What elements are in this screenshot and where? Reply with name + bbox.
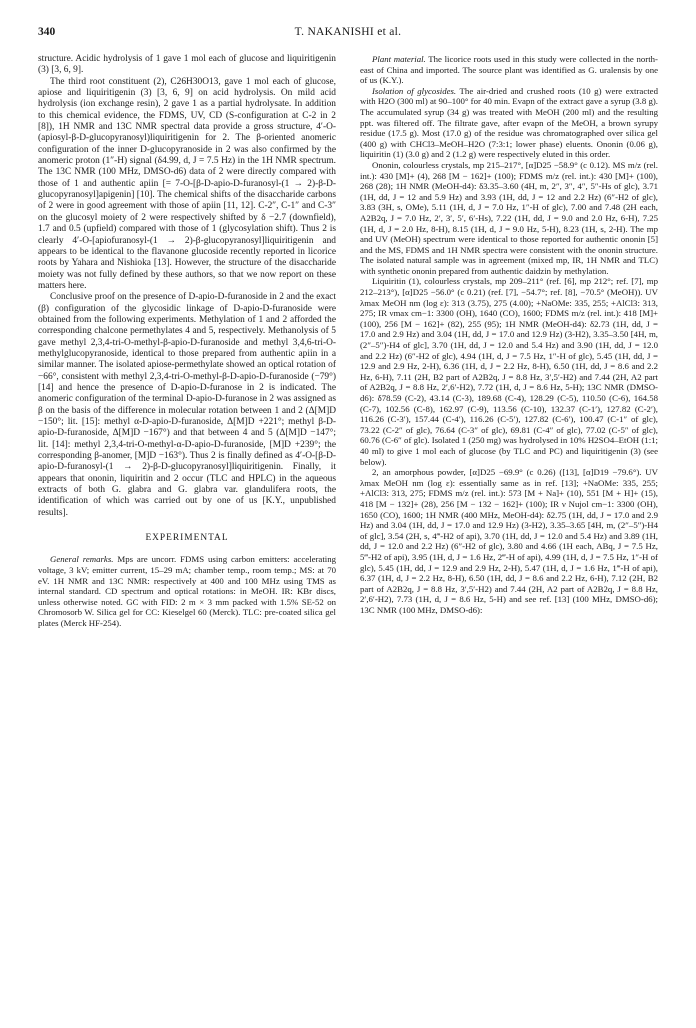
body-paragraph: The third root constituent (2), C26H30O13, gave 1 mol each of glucose, apiose and liquiritigenin (3) [3, 6, 9] on acid hydrolysis. On mild acid hydrolysis (ion exchange resin), 2 gave 1 as a partial hydrolysate. In addition to this chemical evidence, the FDMS, UV, CD (S-configuration at C-2 in 2 [8]), 1H NMR and 13C NMR spectral data provide a gross structure, 4′-O-(apiosyl-β-D-glucopyranosyl)liquiritigenin for 2. The β-oriented anomeric configuration of the inner D-glucopyranoside in 2 was also confirmed by the anomeric proton (1″-H) signal (δ4.99, d, J = 7.5 Hz) in the 1H NMR spectrum. The 13C NMR (100 MHz, DMSO-d6) data of 2 were directly compared with those of 1 and authentic apiin [= 7-O-[β-D-apio-D-furanosyl-(1 → 2)-β-D-glucopyranosyl]apigenin] [10]. The chemical shifts of the disaccharide carbons of 2 were in good agreement with those of apiin [11, 12]. C-2″, C-1″ and C-3″ on the glucosyl moiety of 2 were respectively shifted by δ −2.7 (downfield), 1.7 and 0.5 (upfield) compared with those of 1 (glycosylation shift). Thus 2 is clearly 4′-O-[apiofuranosyl-(1 → 2)-β-glucopyranosyl]liquiritigenin and appears to be identical to the flavanone glucoside recently reported in licorice roots by Yahara and Nishioka [13]. However, the structure of the disaccharide moiety was not fully defined by these authors, so that we now report on these matters here.: [38, 76, 336, 291]
experimental-general: [38, 554, 336, 628]
body-paragraph: Liquiritin (1), colourless crystals, mp 209–211° (ref. [6], mp 212°; ref. [7], mp 212–213°), [α]D25 −56.0° (c 0.21) (ref. [7], −54.7°; ref. [8], −70.5° (MeOH)). UV λmax MeOH nm (log ε): 313 (3.75), 275 (4.00); +NaOMe: 335, 255; +AlCl3: 313, 275; IR νmax cm−1: 3300 (OH), 1640 (CO), 1600; FDMS m/z (rel. int.): 418 [M]+ (100), 256 [M − 162]+ (82), 255 (95); 1H NMR (MeOH-d4): δ2.73 (1H, dd, J = 17.0 and 2.9 Hz) and 3.04 (1H, dd, J = 17.0 and 12.9 Hz) (3-H2), 3.35–3.50 [4H, m, (2″–5″)-H4 of glc], 3.70 (1H, dd, J = 12.0 and 5.4 Hz) and 3.90 (1H, dd, J = 12.0 and 2.2 Hz) (6″-H2 of glc), 4.94 (1H, d, J = 7.5 Hz, 1″-H of glc), 5.45 (1H, dd, J = 12.9 and 2.9 Hz, 2-H), 6.36 (1H, d, J = 2.2 Hz, 8-H), 6.50 (1H, dd, J = 8.6 and 2.2 Hz, 6-H), 7.11 (2H, B2 part of A2B2q, J = 8.8 Hz, 3′,5′-H2) and 7.44 (2H, A2 part of A2B2q, J = 8.8 Hz, 2′,6′-H2), 7.72 (1H, d, J = 8.6 Hz, 5-H); 13C NMR (DMSO-d6): δ78.59 (C-2), 43.14 (C-3), 189.68 (C-4), 128.29 (C-5), 110.50 (C-6), 164.58 (C-7), 102.56 (C-8), 162.97 (C-9), 113.56 (C-10), 132.37 (C-1′), 127.82 (C-2′), 116.26 (C-3′), 157.44 (C-4′), 116.26 (C-5′), 127.82 (C-6′), 100.47 (C-1″ of glc), 73.22 (C-2″ of glc), 76.64 (C-3″ of glc), 69.81 (C-4″ of glc), 77.02 (C-5″ of glc), 60.76 (C-6″ of glc). Isolated 1 (250 mg) was hydrolysed in 10% H2SO4–EtOH (1:1; 40 ml) to give 1 mol each of glucose (by TLC and PC) and liquiritigenin (3) (see below).: [360, 276, 658, 467]
paragraph-text: The air-dried and crushed roots (10 g) were extracted with H2O (300 ml) at 90–100° for 40 min. Evapn of the extract gave a syrup (3.8 g). The accumulated syrup (34 g) was treated with MeOH (200 ml) and the resulting ppt. was filtered off. The filtrate gave, after evapn of the MeOH, a brown syrupy residue (17.5 g). Most (17.0 g) of the residue was chromatographed over silica gel (400 g) with CHCl3–MeOH–H2O (7:3:1; lower phase) eluents. Ononin (0.06 g), liquiritin (1) (3.0 g) and 2 (1.2 g) were respectively eluted in this order.: [360, 85, 658, 160]
experimental-text: Mps are uncorr. FDMS using carbon emitters: accelerating voltage, 3 kV; emitter current, 15–29 mA; chamber temp., room temp.; MS: at 70 eV. 1H NMR and 13C NMR: respectively at 400 and 100 MHz using TMS as internal standard. CD spectrum and optical rotations: in MeOH. IR: KBr discs, unless otherwise noted. GC with FID: 2 m × 3 mm packed with 1.5% SE-52 on Chromosorb W. Silica gel for CC: Kieselgel 60 (Merck). TLC: pre-coated silica gel plates (Merck HF-254).: [38, 554, 337, 628]
body-paragraph: [360, 54, 658, 86]
running-title: T. NAKANISHI et al.: [294, 26, 402, 38]
run-in-heading: Plant material.: [372, 54, 426, 64]
run-in-heading: General remarks.: [50, 554, 114, 565]
run-in-heading: Isolation of glycosides.: [372, 85, 457, 96]
left-column: [38, 54, 336, 629]
right-column: [360, 54, 658, 615]
body-paragraph: Conclusive proof on the presence of D-apio-D-furanoside in 2 and the exact (β) configuration of the glycosidic linkage of D-apio-D-furanoside were obtained from the following experiments. Methylation of 1 and 2 afforded the corresponding chalcone permethylates 4 and 5, respectively. Methanolysis of 5 gave methyl 2,3,4-tri-O-methyl-β-apio-D-furanoside and methyl 3,4,6-tri-O-methylglucopyranoside, identical to those prepared from authentic apiin in a similar manner. The isolated apiose-permethylate showed an optical rotation of −66°, consistent with methyl 2,3,4-tri-O-methyl-β-D-apio-D-furanoside (−79°) [14] and hence the presence of D-apio-D-furanose in 2 is indicated. The anomeric configuration of the terminal D-apio-D-furanose in 2 was assigned as β on the basis of the difference in molecular rotation between 1 and 2 (Δ[M]D −150°; lit. [15]: methyl α-D-apio-D-furanoside, Δ[M]D +221°; methyl β-D-apio-D-furanoside, Δ[M]D −167°) and that between 4 and 5 (Δ[M]D −147°; lit. [14]: methyl 2,3,4-tri-O-methyl-α-D-apio-D-furanoside, [M]D +239°; the corresponding β-anomer, [M]D −163°). Thus 2 is finally defined as 4′-O-[β-D-apio-D-furanosyl-(1 → 2)-β-D-glucopyranosyl]liquiritigenin. Finally, it appears that ononin, liquiritin and 2 occur (TLC and HPLC) in the aqueous extracts of both G. glabra and G. glabra var. glandulifera roots, the identification of which was carried out by one of us [K.Y., unpublished results].: [38, 292, 336, 518]
body-paragraph: Ononin, colourless crystals, mp 215–217°, [α]D25 −58.9° (c 0.12). MS m/z (rel. int.): 430 [M]+ (4), 268 [M − 162]+ (100); FDMS m/z (rel. int.): 430 [M]+ (100), 268 (28); 1H NMR (MeOH-d4): δ3.35–3.60 (4H, m, 2″, 3″, 4″, 5″-Hs of glc), 3.71 (1H, dd, J = 12 and 5.9 Hz) and 3.93 (1H, dd, J = 12 and 2.2 Hz) (6″-H2 of glc), 3.83 (3H, s, OMe), 5.11 (1H, d, J = 7.0 Hz, 1″-H of glc), 7.00 and 7.48 (2H each, A2B2q, J = 7.0 Hz, 2′, 3′, 5′, 6′-Hs), 7.22 (1H, dd, J = 9.0 and 2.0 Hz, 6-H), 7.25 (1H, d, J = 2.0 Hz, 8-H), 8.15 (1H, d, J = 9.0 Hz, 5-H), 8.23 (1H, s, 2-H). The mp and UV (MeOH) spectrum were identical to those reported for authentic ononin [5] and the MS, FDMS and 1H NMR spectra were consistent with the ononin structure. The isolated natural sample was in agreement (mixed mp, IR, 1H NMR and TLC) with synthetic ononin prepared from authentic daidzin by methylation.: [360, 159, 658, 276]
page-number: 340: [38, 26, 56, 38]
page-header: [38, 26, 658, 42]
body-paragraph: [360, 86, 658, 160]
body-paragraph: structure. Acidic hydrolysis of 1 gave 1 mol each of glucose and liquiritigenin (3) [3, 6, 9].: [38, 54, 336, 76]
body-paragraph: 2, an amorphous powder, [α]D25 −69.9° (c 0.26) ([13], [α]D19 −79.6°). UV λmax MeOH nm (log ε): essentially same as in ref. [13]; +NaOMe: 335, 255; +AlCl3: 313, 275; FDMS m/z (rel. int.): 573 [M + Na]+ (10), 551 [M + H]+ (15), 418 [M − 132]+ (28), 256 [M − 132 − 162]+ (100); IR ν Nujol cm−1: 3300 (OH), 1650 (CO), 1600; 1H NMR (400 MHz, MeOH-d4): δ2.75 (1H, dd, J = 17.0 and 2.9 Hz) and 3.04 (1H, dd, J = 17.0 and 12.9 Hz) (3-H2), 3.35–3.65 [4H, m, (2″–5″)-H4 of glc], 3.54 (2H, s, 4‴-H2 of api), 3.70 (1H, dd, J = 12.0 and 5.4 Hz) and 3.89 (1H, dd, J = 12.0 and 2.2 Hz) (6″-H2 of glc), 3.80 and 4.66 (1H each, ABq, J = 7.5 Hz, 5‴-H2 of api), 3.95 (1H, d, J = 1.6 Hz, 2‴-H of api), 4.99 (1H, d, J = 7.5 Hz, 1″-H of glc), 5.45 (1H, dd, J = 12.9 and 2.9 Hz, 2-H), 5.47 (1H, d, J = 1.6 Hz, 1‴-H of api), 6.37 (1H, d, J = 2.2 Hz, 8-H), 6.50 (1H, dd, J = 8.6 and 2.2 Hz, 6-H), 7.12 (2H, B2 part of A2B2q, J = 8.8 Hz, 3′,5′-H2) and 7.44 (2H, A2 part of A2B2q, J = 8.8 Hz, 2′,6′-H2), 7.73 (1H, d, J = 8.6 Hz, 5-H) and see ref. [13] (100 MHz, DMSO-d6); 13C NMR (100 MHz, DMSO-d6):: [360, 467, 658, 615]
section-heading-experimental: EXPERIMENTAL: [145, 533, 229, 544]
paragraph-text: The licorice roots used in this study were collected in the north-east of China and imported. The source plant was identified as G. uralensis by one of us (K.Y.).: [360, 54, 658, 86]
experimental-paragraph: [38, 554, 336, 628]
